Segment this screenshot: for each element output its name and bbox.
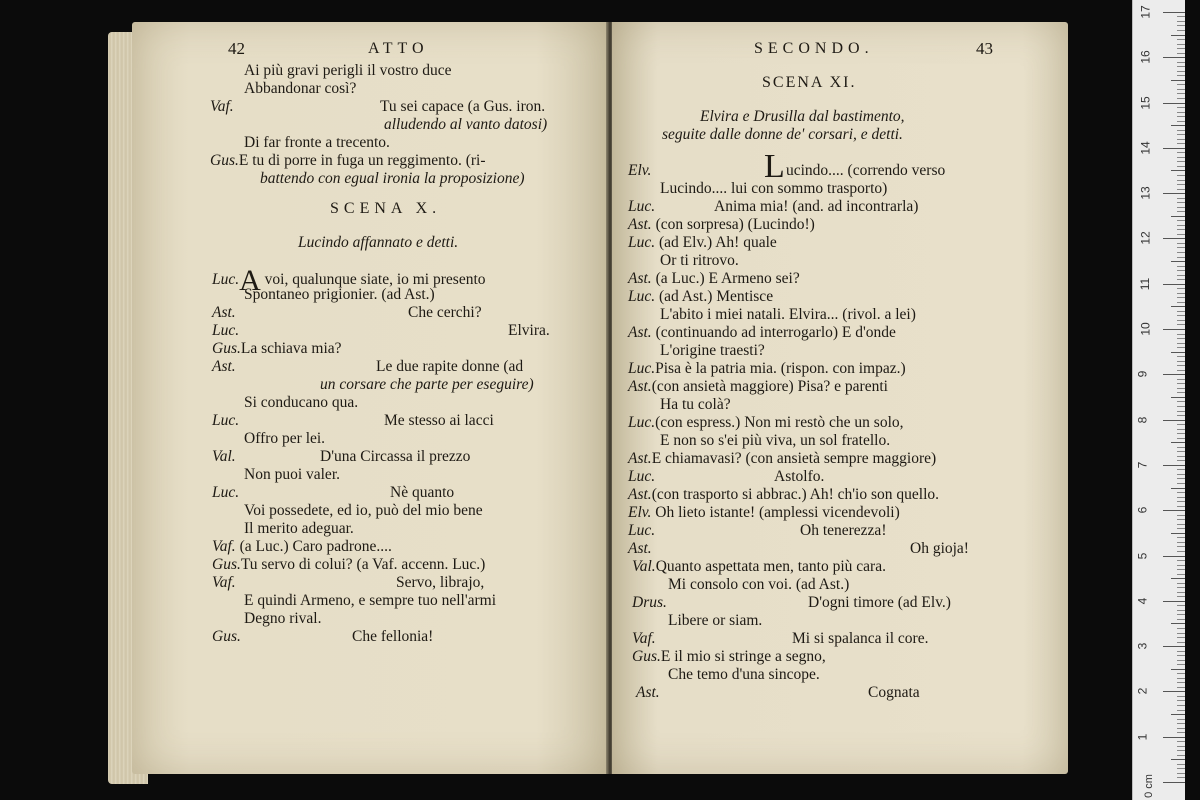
ruler-tick [1177, 25, 1185, 26]
ruler-unit-label: 0 cm [1142, 774, 1155, 798]
ruler-tick [1177, 587, 1185, 588]
right-line-10: Luc. (ad Ast.) Mentisce [628, 288, 774, 305]
ruler-tick [1177, 157, 1185, 158]
ruler-tick [1177, 370, 1185, 371]
ruler-tick [1177, 664, 1185, 665]
speaker: Vaf. [210, 98, 234, 115]
measuring-ruler [1132, 0, 1185, 800]
ruler-tick [1177, 424, 1185, 425]
right-running-head: SECONDO. [754, 40, 874, 57]
ruler-tick [1177, 687, 1185, 688]
left-line-20: Non puoi valer. [244, 466, 340, 483]
ruler-tick [1177, 44, 1185, 45]
ruler-number: 6 [1135, 506, 1150, 514]
ruler-tick [1177, 710, 1185, 711]
ruler-tick [1177, 569, 1185, 570]
right-line-30: Gus.E il mio si stringe a segno, [632, 648, 826, 665]
ruler-tick [1177, 637, 1185, 638]
right-line-13: L'origine traesti? [660, 342, 765, 359]
ruler-tick [1163, 465, 1185, 466]
left-line-12: Luc. Elvira. [212, 322, 550, 339]
ruler-tick [1177, 315, 1185, 316]
ruler-tick [1177, 324, 1185, 325]
ruler-tick [1177, 107, 1185, 108]
ruler-tick [1177, 723, 1185, 724]
ruler-number: 11 [1138, 277, 1153, 290]
ruler-tick [1177, 719, 1185, 720]
ruler-tick [1177, 497, 1185, 498]
ruler-tick [1177, 247, 1185, 248]
ruler-tick [1177, 546, 1185, 547]
dropcap: A [239, 264, 261, 297]
ruler-tick [1171, 125, 1185, 126]
ruler-tick [1177, 678, 1185, 679]
ruler-tick [1177, 682, 1185, 683]
right-line-15: Ast.(con ansietà maggiore) Pisa? e parenti [628, 378, 888, 395]
ruler-tick [1177, 429, 1185, 430]
ruler-tick [1177, 415, 1185, 416]
ruler-tick [1177, 257, 1185, 258]
ruler-tick [1163, 148, 1185, 149]
right-page-number: 43 [976, 39, 993, 58]
left-line-27: E quindi Armeno, e sempre tuo nell'armi [244, 592, 497, 609]
ruler-tick [1177, 528, 1185, 529]
ruler-tick [1177, 75, 1185, 76]
ruler-tick [1177, 365, 1185, 366]
left-line-1: Abbandonar così? [244, 80, 357, 97]
right-line-29: Vaf. Mi si spalanca il core. [632, 630, 929, 647]
ruler-number: 4 [1135, 597, 1150, 605]
left-page-number: 42 [228, 39, 245, 58]
ruler-tick [1163, 782, 1185, 783]
ruler-tick [1177, 406, 1185, 407]
ruler-tick [1163, 238, 1185, 239]
ruler-tick [1177, 755, 1185, 756]
ruler-tick [1177, 696, 1185, 697]
ruler-tick [1177, 334, 1185, 335]
ruler-tick [1177, 592, 1185, 593]
ruler-tick [1177, 302, 1185, 303]
ruler-number: 2 [1135, 688, 1150, 695]
ruler-tick [1177, 225, 1185, 226]
ruler-tick [1177, 93, 1185, 94]
ruler-tick [1163, 556, 1185, 557]
ruler-tick [1171, 261, 1185, 262]
ruler-tick [1177, 388, 1185, 389]
ruler-tick [1177, 451, 1185, 452]
right-line-26: Mi consolo con voi. (ad Ast.) [668, 576, 850, 593]
ruler-tick [1163, 284, 1185, 285]
left-line-28: Degno rival. [244, 610, 322, 627]
ruler-tick [1177, 198, 1185, 199]
left-line-18: Offro per lei. [244, 430, 326, 447]
right-line-20: Luc. Astolfo. [628, 468, 825, 485]
ruler-tick [1177, 343, 1185, 344]
ruler-number: 1 [1135, 733, 1150, 741]
ruler-tick [1177, 39, 1185, 40]
ruler-tick [1177, 433, 1185, 434]
right-line-27: Drus. D'ogni timore (ad Elv.) [632, 594, 951, 611]
ruler-tick [1177, 492, 1185, 493]
right-line-1: Elvira e Drusilla dal bastimento, [700, 108, 905, 125]
ruler-tick [1177, 768, 1185, 769]
left-line-9: Luc.A voi, qualunque siate, io mi presento [212, 264, 486, 297]
right-line-32: Ast. Cognata [636, 684, 920, 701]
ruler-tick [1171, 533, 1185, 534]
ruler-number: 10 [1138, 322, 1153, 336]
ruler-tick [1171, 578, 1185, 579]
ruler-tick [1177, 732, 1185, 733]
left-line-16: Si conducano qua. [244, 394, 359, 411]
ruler-tick [1177, 673, 1185, 674]
ruler-tick [1177, 746, 1185, 747]
ruler-tick [1177, 66, 1185, 67]
ruler-number: 15 [1138, 95, 1153, 110]
ruler-tick [1177, 16, 1185, 17]
ruler-tick [1171, 80, 1185, 81]
left-line-5: Gus.E tu di porre in fuga un reggimento. (ri- [210, 152, 486, 169]
ruler-tick [1177, 243, 1185, 244]
ruler-tick [1177, 469, 1185, 470]
ruler-tick [1171, 397, 1185, 398]
ruler-number: 7 [1135, 461, 1150, 469]
ruler-tick [1177, 356, 1185, 357]
ruler-tick [1177, 565, 1185, 566]
right-line-22: Elv. Oh lieto istante! (amplessi vicendevoli) [628, 504, 900, 521]
ruler-tick [1177, 605, 1185, 606]
ruler-tick [1177, 338, 1185, 339]
right-line-23: Luc. Oh tenerezza! [628, 522, 887, 539]
right-page [612, 22, 1068, 774]
ruler-tick [1171, 488, 1185, 489]
right-line-25: Val.Quanto aspettata men, tanto più cara. [632, 558, 886, 575]
ruler-tick [1177, 705, 1185, 706]
ruler-tick [1177, 596, 1185, 597]
ruler-tick [1177, 392, 1185, 393]
ruler-tick [1177, 401, 1185, 402]
ruler-tick [1177, 152, 1185, 153]
left-line-13: Gus.La schiava mia? [212, 340, 342, 357]
right-line-21: Ast.(con trasporto si abbrac.) Ah! ch'io son quello. [628, 486, 940, 503]
ruler-tick [1177, 728, 1185, 729]
left-line-29: Gus. Che fellonia! [212, 628, 434, 645]
ruler-tick [1171, 669, 1185, 670]
right-line-6: Ast. (con sorpresa) (Lucindo!) [628, 216, 815, 233]
ruler-tick [1163, 193, 1185, 194]
left-line-0: Ai più gravi perigli il vostro duce [244, 62, 452, 79]
ruler-tick [1177, 515, 1185, 516]
ruler-tick [1177, 583, 1185, 584]
ruler-tick [1177, 379, 1185, 380]
ruler-number: 12 [1138, 231, 1153, 246]
right-line-14: Luc.Pisa è la patria mia. (rispon. con impaz.) [628, 360, 906, 377]
ruler-tick [1177, 48, 1185, 49]
ruler-tick [1171, 623, 1185, 624]
ruler-tick [1177, 62, 1185, 63]
right-line-12: Ast. (continuando ad interrogarlo) E d'onde [628, 324, 896, 341]
ruler-tick [1177, 166, 1185, 167]
ruler-number: 13 [1138, 186, 1153, 200]
ruler-tick [1177, 660, 1185, 661]
ruler-tick [1163, 57, 1185, 58]
ruler-tick [1177, 700, 1185, 701]
ruler-number: 16 [1138, 50, 1153, 64]
ruler-tick [1177, 130, 1185, 131]
ruler-tick [1177, 220, 1185, 221]
right-line-4: Lucindo.... lui con sommo trasporto) [660, 180, 888, 197]
ruler-tick [1163, 420, 1185, 421]
ruler-tick [1177, 411, 1185, 412]
ruler-tick [1177, 112, 1185, 113]
ruler-tick [1163, 329, 1185, 330]
ruler-tick [1177, 161, 1185, 162]
ruler-tick [1177, 447, 1185, 448]
ruler-tick [1177, 270, 1185, 271]
ruler-tick [1177, 750, 1185, 751]
ruler-tick [1163, 12, 1185, 13]
ruler-tick [1177, 279, 1185, 280]
ruler-number: 8 [1135, 416, 1150, 423]
left-line-4: Di far fronte a trecento. [244, 134, 390, 151]
ruler-tick [1163, 510, 1185, 511]
ruler-tick [1177, 574, 1185, 575]
left-line-25: Gus.Tu servo di colui? (a Vaf. accenn. Luc.) [212, 556, 486, 573]
left-line-3: alludendo al vanto datosi) [384, 116, 548, 133]
ruler-tick [1177, 478, 1185, 479]
ruler-number: 14 [1138, 141, 1153, 155]
ruler-tick [1177, 116, 1185, 117]
ruler-tick [1171, 759, 1185, 760]
ruler-tick [1177, 438, 1185, 439]
ruler-tick [1177, 474, 1185, 475]
ruler-tick [1177, 764, 1185, 765]
ruler-number: 9 [1135, 370, 1150, 378]
right-line-11: L'abito i miei natali. Elvira... (rivol. a lei) [660, 306, 916, 323]
ruler-tick [1177, 383, 1185, 384]
right-line-24: Ast. Oh gioja! [628, 540, 969, 557]
left-line-2: Vaf. Tu sei capace (a Gus. iron. [210, 98, 546, 115]
ruler-tick [1177, 143, 1185, 144]
ruler-tick [1177, 628, 1185, 629]
ruler-number: 3 [1135, 642, 1150, 650]
ruler-tick [1177, 524, 1185, 525]
ruler-tick [1177, 207, 1185, 208]
ruler-tick [1171, 442, 1185, 443]
left-line-19: Val. D'una Circassa il prezzo [212, 448, 471, 465]
ruler-tick [1177, 655, 1185, 656]
ruler-tick [1177, 651, 1185, 652]
ruler-tick [1177, 184, 1185, 185]
ruler-tick [1177, 252, 1185, 253]
right-line-18: E non so s'ei più viva, un sol fratello. [660, 432, 891, 449]
dropcap: L [764, 148, 785, 185]
ruler-tick [1177, 361, 1185, 362]
ruler-tick [1177, 642, 1185, 643]
ruler-tick [1177, 320, 1185, 321]
right-line-16: Ha tu colà? [660, 396, 731, 413]
ruler-tick [1177, 234, 1185, 235]
ruler-tick [1177, 202, 1185, 203]
ruler-tick [1177, 542, 1185, 543]
ruler-tick [1177, 560, 1185, 561]
ruler-tick [1177, 506, 1185, 507]
ruler-tick [1171, 35, 1185, 36]
ruler-tick [1177, 98, 1185, 99]
scene-xi-heading: SCENA XI. [762, 74, 857, 91]
ruler-tick [1171, 714, 1185, 715]
ruler-number: 17 [1138, 5, 1153, 19]
left-line-6: battendo con egual ironia la proposizione) [260, 170, 525, 187]
ruler-tick [1177, 189, 1185, 190]
ruler-tick [1177, 614, 1185, 615]
ruler-tick [1177, 741, 1185, 742]
ruler-tick [1177, 175, 1185, 176]
ruler-tick [1163, 103, 1185, 104]
left-line-22: Voi possedete, ed io, può del mio bene [244, 502, 483, 519]
ruler-tick [1163, 691, 1185, 692]
left-page [132, 22, 608, 774]
ruler-tick [1177, 266, 1185, 267]
ruler-tick [1177, 633, 1185, 634]
left-line-23: Il merito adeguar. [244, 520, 354, 537]
ruler-tick [1171, 170, 1185, 171]
right-line-5: Luc. Anima mia! (and. ad incontrarla) [628, 198, 919, 215]
right-line-17: Luc.(con espress.) Non mi restò che un solo, [628, 414, 904, 431]
left-line-24: Vaf. (a Luc.) Caro padrone.... [212, 538, 392, 555]
left-line-21: Luc. Nè quanto [212, 484, 455, 501]
ruler-tick [1177, 347, 1185, 348]
ruler-tick [1177, 619, 1185, 620]
right-line-3: Elv. L ucindo.... (correndo verso [628, 148, 946, 185]
ruler-tick [1177, 139, 1185, 140]
ruler-tick [1177, 551, 1185, 552]
ruler-tick [1177, 275, 1185, 276]
ruler-tick [1177, 297, 1185, 298]
ruler-number: 5 [1135, 552, 1150, 559]
ruler-tick [1177, 134, 1185, 135]
ruler-tick [1171, 216, 1185, 217]
ruler-tick [1163, 601, 1185, 602]
ruler-tick [1177, 84, 1185, 85]
ruler-tick [1177, 537, 1185, 538]
ruler-tick [1177, 71, 1185, 72]
ruler-tick [1171, 306, 1185, 307]
right-line-2: seguite dalle donne de' corsari, e detti. [662, 126, 903, 143]
ruler-tick [1177, 293, 1185, 294]
ruler-tick [1177, 610, 1185, 611]
ruler-tick [1177, 288, 1185, 289]
ruler-tick [1163, 646, 1185, 647]
ruler-tick [1177, 460, 1185, 461]
ruler-tick [1177, 229, 1185, 230]
ruler-tick [1177, 30, 1185, 31]
ruler-tick [1177, 180, 1185, 181]
left-line-10: Spontaneo prigionier. (ad Ast.) [244, 286, 435, 303]
ruler-tick [1177, 483, 1185, 484]
left-line-14: Ast. Le due rapite donne (ad [212, 358, 524, 375]
right-line-31: Che temo d'una sincope. [668, 666, 820, 683]
ruler-tick [1163, 374, 1185, 375]
left-running-head: ATTO [368, 40, 429, 57]
scene-x-heading: SCENA X. [330, 200, 442, 217]
scene-x-subtitle: Lucindo affannato e detti. [298, 234, 459, 251]
ruler-tick [1177, 311, 1185, 312]
left-line-11: Ast. Che cerchi? [212, 304, 482, 321]
ruler-tick [1177, 773, 1185, 774]
ruler-tick [1177, 501, 1185, 502]
left-line-26: Vaf. Servo, librajo, [212, 574, 485, 591]
right-line-9: Ast. (a Luc.) E Armeno sei? [628, 270, 800, 287]
ruler-tick [1177, 211, 1185, 212]
ruler-tick [1177, 21, 1185, 22]
right-line-28: Libere or siam. [668, 612, 763, 629]
ruler-tick [1177, 89, 1185, 90]
left-line-17: Luc. Me stesso ai lacci [212, 412, 494, 429]
ruler-tick [1171, 352, 1185, 353]
ruler-tick [1177, 456, 1185, 457]
ruler-tick [1177, 53, 1185, 54]
right-line-7: Luc. (ad Elv.) Ah! quale [628, 234, 777, 251]
ruler-tick [1163, 737, 1185, 738]
ruler-tick [1177, 519, 1185, 520]
ruler-tick [1177, 777, 1185, 778]
left-line-15: un corsare che parte per eseguire) [320, 376, 534, 393]
ruler-tick [1177, 121, 1185, 122]
right-line-19: Ast.E chiamavasi? (con ansietà sempre maggiore) [628, 450, 937, 467]
right-line-8: Or ti ritrovo. [660, 252, 739, 269]
